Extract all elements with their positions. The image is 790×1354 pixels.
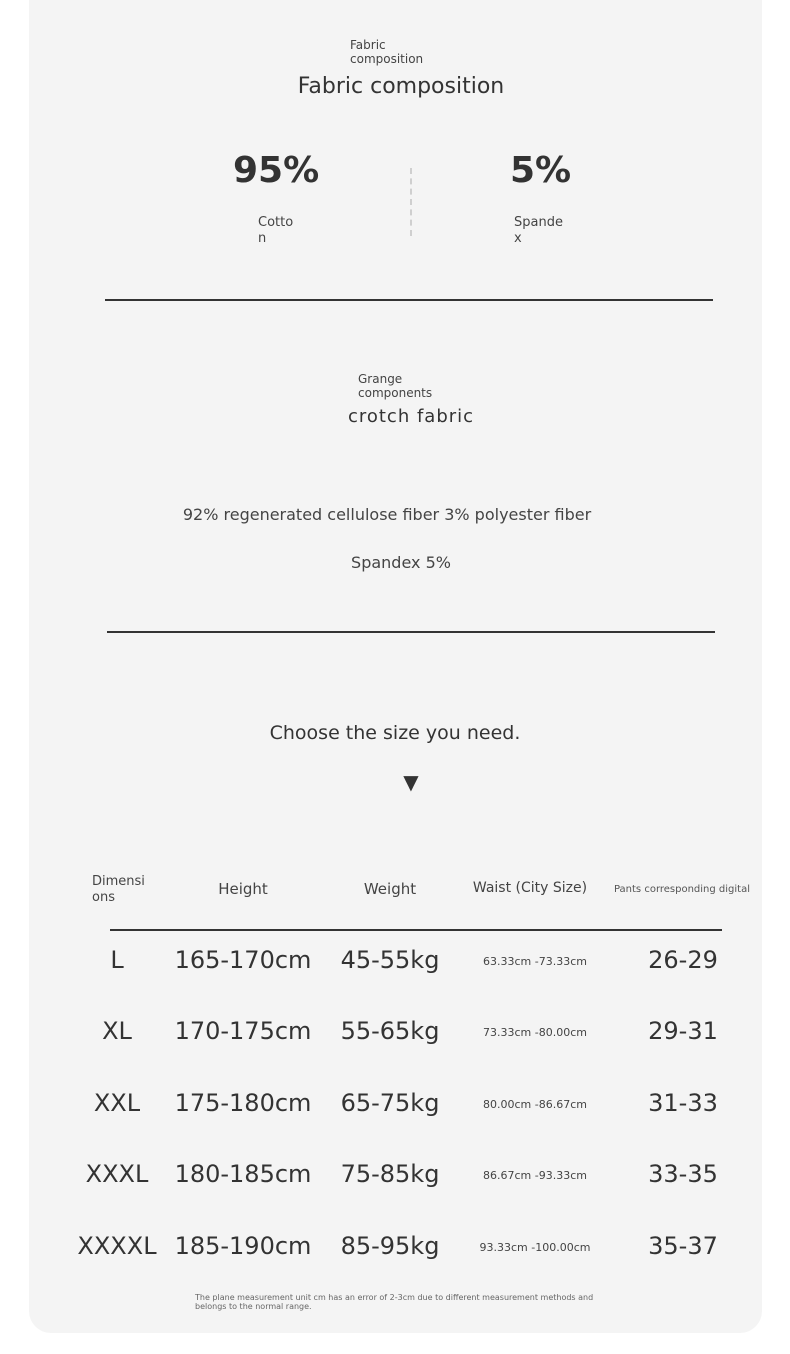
content-card — [29, 0, 762, 1333]
height-cell: 170-175cm — [174, 1017, 312, 1045]
weight-cell: 65-75kg — [340, 1089, 440, 1117]
cotton-percent: 95% — [233, 150, 320, 191]
pants-cell: 31-33 — [648, 1089, 718, 1117]
table-row — [0, 1089, 790, 1129]
height-cell: 175-180cm — [174, 1089, 312, 1117]
header-weight: Weight — [363, 880, 417, 898]
table-row — [0, 1160, 790, 1200]
weight-cell: 75-85kg — [340, 1160, 440, 1188]
weight-cell: 45-55kg — [340, 946, 440, 974]
pants-cell: 33-35 — [648, 1160, 718, 1188]
fabric-small-label: Fabric composition — [350, 38, 424, 66]
waist-cell: 63.33cm -73.33cm — [483, 955, 587, 968]
fabric-divider — [410, 168, 412, 236]
header-height: Height — [218, 880, 268, 898]
size-cell: XXL — [93, 1089, 141, 1117]
header-waist: Waist (City Size) — [472, 880, 588, 896]
size-cell: XXXL — [85, 1160, 149, 1188]
waist-cell: 93.33cm -100.00cm — [479, 1241, 591, 1254]
table-row — [0, 1232, 790, 1272]
down-arrow-icon: ▼ — [403, 770, 419, 794]
pants-cell: 26-29 — [648, 946, 718, 974]
table-header-divider — [110, 929, 722, 931]
crotch-composition-line2: Spandex 5% — [351, 553, 451, 572]
waist-cell: 73.33cm -80.00cm — [483, 1026, 587, 1039]
height-cell: 165-170cm — [174, 946, 312, 974]
measurement-note: The plane measurement unit cm has an error of 2-3cm due to different measurement methods and belongs to the normal range. — [195, 1293, 594, 1311]
header-dimensions: Dimensions — [92, 874, 145, 905]
choose-size-prompt: Choose the size you need. — [269, 722, 521, 744]
crotch-small-label: Grange components — [358, 372, 433, 400]
waist-cell: 80.00cm -86.67cm — [483, 1098, 587, 1111]
pants-cell: 29-31 — [648, 1017, 718, 1045]
waist-cell: 86.67cm -93.33cm — [483, 1169, 587, 1182]
section-divider-2 — [107, 631, 715, 633]
spandex-label: Spandex — [514, 215, 563, 246]
crotch-composition-line1: 92% regenerated cellulose fiber 3% polyester fiber — [182, 505, 592, 524]
size-cell: XL — [102, 1017, 132, 1045]
crotch-title: crotch fabric — [347, 406, 475, 427]
weight-cell: 85-95kg — [340, 1232, 440, 1260]
weight-cell: 55-65kg — [340, 1017, 440, 1045]
size-cell: XXXXL — [77, 1232, 157, 1260]
fabric-title: Fabric composition — [297, 74, 505, 99]
table-row — [0, 946, 790, 986]
header-pants: Pants corresponding digital — [613, 884, 751, 895]
pants-cell: 35-37 — [648, 1232, 718, 1260]
spandex-percent: 5% — [510, 150, 572, 191]
section-divider-1 — [105, 299, 713, 301]
height-cell: 180-185cm — [174, 1160, 312, 1188]
cotton-label: Cotton — [258, 215, 294, 246]
height-cell: 185-190cm — [174, 1232, 312, 1260]
table-row — [0, 1017, 790, 1057]
size-cell: L — [110, 946, 124, 974]
